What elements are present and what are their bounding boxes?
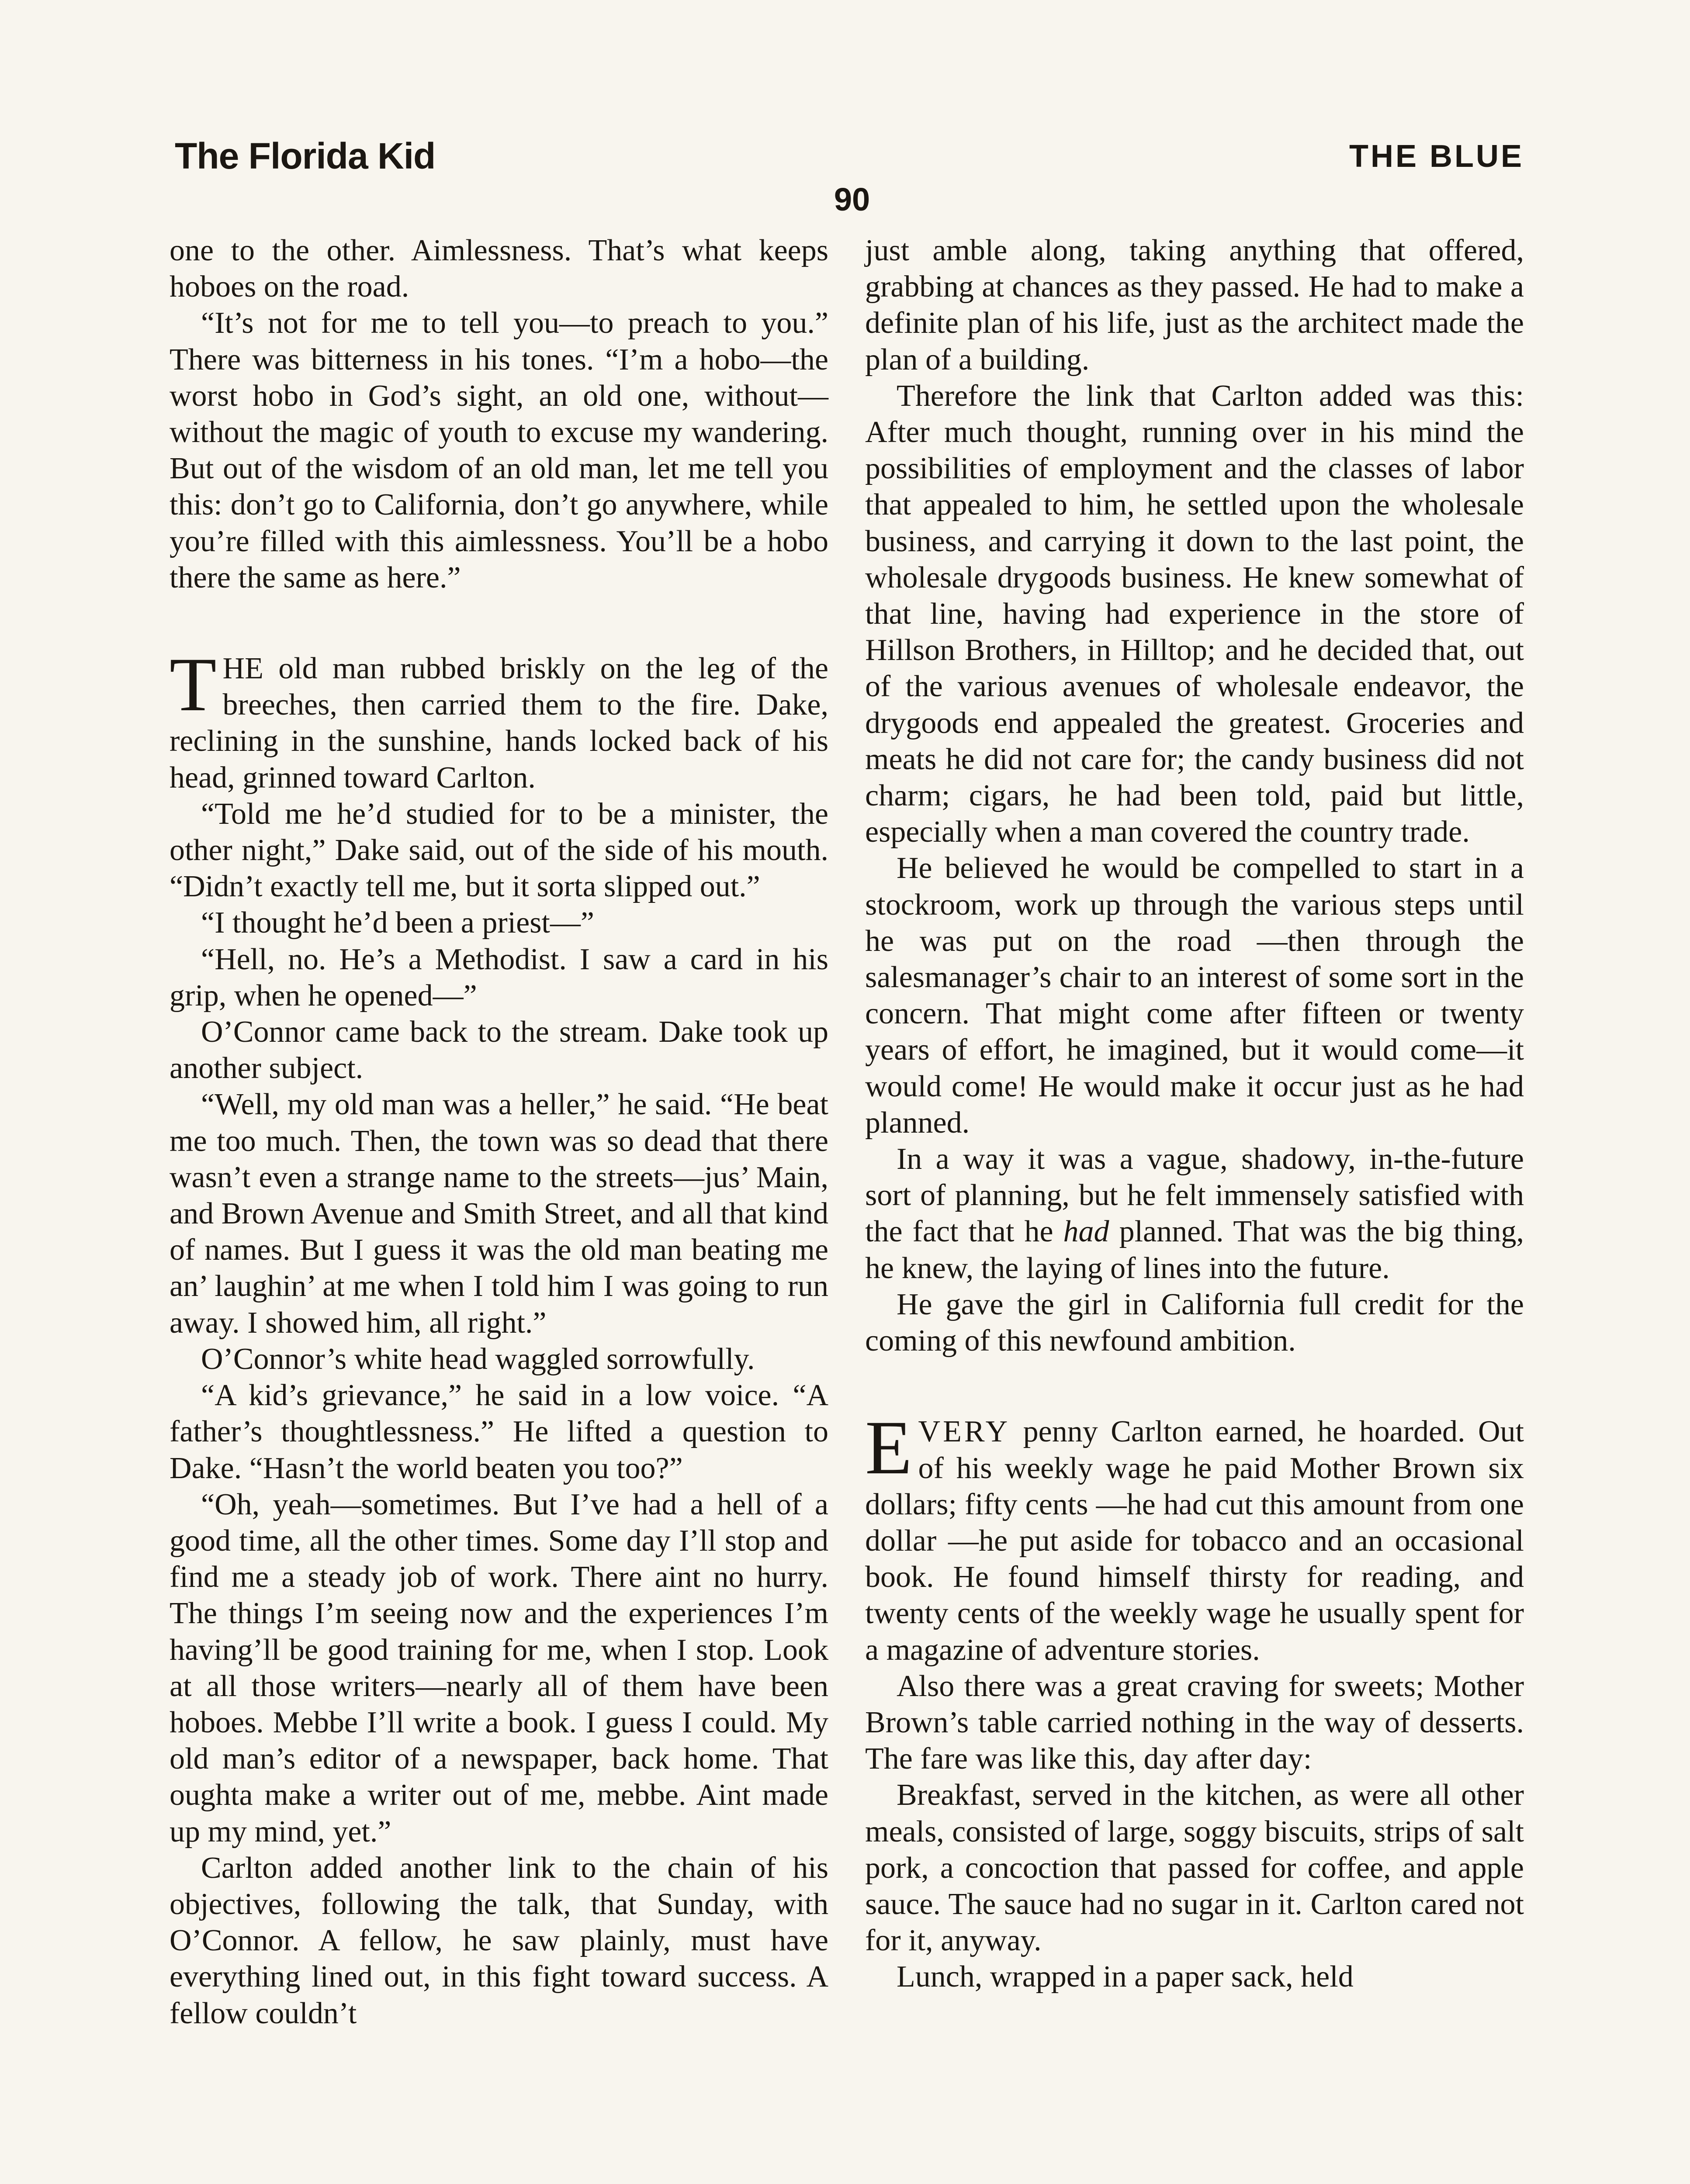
section-opening-text: old man rubbed briskly on the leg of the breeches, then carried them to the fire. Dake, reclining in the sunshine, hands locked back of his head, grinned toward Carlton. — [170, 652, 828, 795]
paragraph: “Well, my old man was a heller,” he said. “He beat me too much. Then, the town was so dead that there wasn’t even a strange name to the streets—jus’ Main, and Brown Avenue and Smith Street, and all that kind of names. But I guess it was the old man beating me an’ laughin’ at me when I told him I was going to run away. I showed him, all right.” — [170, 1088, 828, 1340]
paragraph: “A kid’s grievance,” he said in a low voice. “A father’s thoughtlessness.” He lifted a question to Dake. “Hasn’t the world beaten you too?” — [170, 1379, 828, 1485]
paragraph: “Oh, yeah—sometimes. But I’ve had a hell of a good time, all the other times. Some day I’ll stop and find me a steady job of work. There aint no hurry. The things I’m seeing now and the experiences I’m having’ll be good training for me, when I stop. Look at all those writers—nearly all of them have been hoboes. Mebbe I’ll write a book. I guess I could. My old man’s editor of a newspaper, back home. That oughta make a writer out of me, mebbe. Aint made up my mind, yet.” — [170, 1487, 828, 1849]
right-text-column — [865, 232, 1524, 1995]
paragraph: “I thought he’d been a priest—” — [201, 906, 594, 940]
page-number: 90 — [834, 181, 870, 218]
paragraph: one to the other. Aimlessness. That’s what keeps hoboes on the road. — [170, 234, 828, 304]
left-text-column — [170, 232, 828, 2032]
paragraph: “It’s not for me to tell you—to preach to you.” There was bitterness in his tones. “I’m a hobo—the worst hobo in God’s sight, an old one, without—without the magic of youth to excuse my wandering. But out of the wisdom of an old man, let me tell you this: don’t go to California, don’t go anywhere, while you’re filled with this aimlessness. You’ll be a hobo there the same as here.” — [170, 306, 828, 594]
paragraph: “Hell, no. He’s a Methodist. I saw a card in his grip, when he opened—” — [170, 942, 828, 1013]
magazine-name-header: THE BLUE — [1349, 139, 1524, 174]
paragraph — [865, 1141, 1524, 1286]
paragraph-text: In a way it was a vague, shadowy, in-the-future sort of planning, but he felt immensely satisfied with the fact that he — [865, 1142, 1524, 1249]
paragraph: “Told me he’d studied for to be a minister, the other night,” Dake said, out of the side of his mouth. “Didn’t exactly tell me, but it sorta slipped out.” — [170, 797, 828, 904]
drop-cap-letter: T — [170, 642, 217, 728]
paragraph: Therefore the link that Carlton added was this: After much thought, running over in his mind the possibilities of employment and the classes of labor that appealed to him, he settled upon the wholesale business, and carrying it down to the last point, the wholesale drygoods business. He knew somewhat of that line, having had experience in the store of Hillson Brothers, in Hilltop; and he decided that, out of the various avenues of wholesale endeavor, the drygoods end appealed the greatest. Groceries and meats he did not care for; the candy business did not charm; cigars, he had been told, paid but little, especially when a man covered the country trade. — [865, 379, 1524, 849]
paragraph: O’Connor came back to the stream. Dake took up another subject. — [170, 1015, 828, 1085]
small-caps-word: VERY — [918, 1415, 1011, 1449]
section-opening-paragraph — [865, 1405, 1524, 1668]
paragraph-text: planned. That was the big thing, he knew, the laying of lines into the future. — [865, 1215, 1524, 1285]
paragraph: Carlton added another link to the chain of his objectives, following the talk, that Sunday, with O’Connor. A fellow, he saw plainly, must have everything lined out, in this fight toward success. A fellow couldn’t — [170, 1851, 828, 2030]
section-opening-text: penny Carlton earned, he hoarded. Out of his weekly wage he paid Mother Brown six dollars; fifty cents —he had cut this amount from one dollar —he put aside for tobacco and an occasional book. He found himself thirsty for reading, and twenty cents of the weekly wage he usually spent for a magazine of adventure stories. — [865, 1415, 1524, 1667]
paragraph: Breakfast, served in the kitchen, as were all other meals, consisted of large, soggy biscuits, strips of salt pork, a concoction that passed for coffee, and apple sauce. The sauce had no sugar in it. Carlton cared not for it, anyway. — [865, 1778, 1524, 1958]
paragraph: O’Connor’s white head waggled sorrowfully. — [201, 1342, 755, 1376]
paragraph: Lunch, wrapped in a paper sack, held — [897, 1960, 1354, 1994]
drop-cap-letter: E — [865, 1405, 912, 1491]
paragraph: He believed he would be compelled to start in a stockroom, work up through the various steps until he was put on the road —then through the salesmanager’s chair to an interest of some sort in the concern. That might come after fifteen or twenty years of effort, he imagined, but it would come—it would come! He would make it occur just as he had planned. — [865, 851, 1524, 1140]
small-caps-word: HE — [222, 652, 263, 686]
paragraph: just amble along, taking anything that offered, grabbing at chances as they passed. He had to make a definite plan of his life, just as the architect made the plan of a building. — [865, 234, 1524, 377]
section-opening-paragraph — [170, 642, 828, 796]
paragraph: He gave the girl in California full credit for the coming of this newfound ambition. — [865, 1287, 1524, 1358]
emphasized-word: had — [1063, 1215, 1109, 1249]
story-title-header: The Florida Kid — [175, 135, 436, 176]
paragraph: Also there was a great craving for sweets; Mother Brown’s table carried nothing in the way of desserts. The fare was like this, day after day: — [865, 1669, 1524, 1776]
